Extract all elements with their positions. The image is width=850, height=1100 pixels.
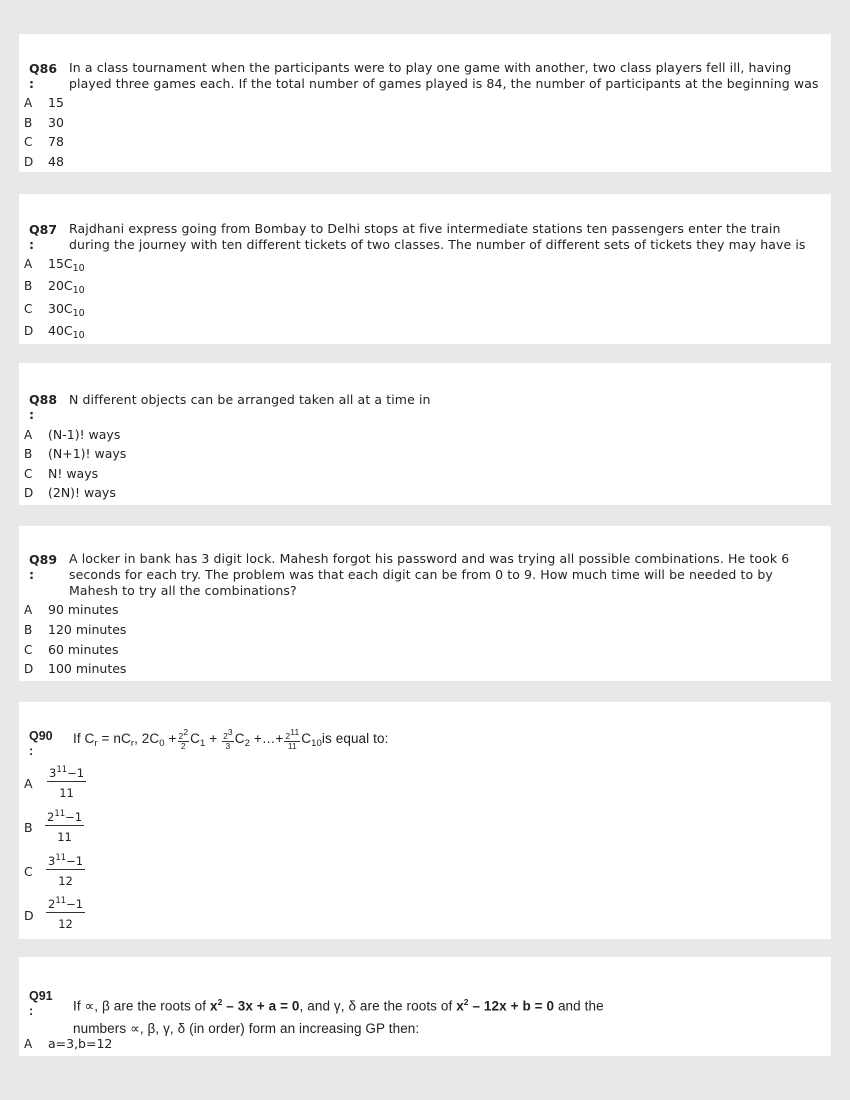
option-a[interactable]: A (N-1)! ways xyxy=(24,427,121,442)
question-card-q87 xyxy=(19,194,831,344)
fraction: $\frac{2^2}{2}$ xyxy=(178,727,189,751)
question-number: Q90 : xyxy=(29,729,53,758)
option-a[interactable]: A $15C_{10}$ xyxy=(24,256,85,274)
question-number: Q88 : xyxy=(29,392,58,422)
option-b[interactable]: B 30 xyxy=(24,115,64,130)
option-c[interactable]: C N! ways xyxy=(24,466,99,481)
question-card-q90 xyxy=(19,702,831,939)
option-a-fraction[interactable]: $\frac{3^{11}-1}{11}$ xyxy=(49,765,85,800)
option-c-label[interactable]: C xyxy=(24,864,33,879)
option-d[interactable]: D (2N)! ways xyxy=(24,485,116,500)
option-b[interactable]: B 120 minutes xyxy=(24,622,127,637)
option-b-fraction[interactable]: $\frac{2^{11}-1}{11}$ xyxy=(47,809,83,844)
question-card-q91 xyxy=(19,957,831,1056)
option-b[interactable]: B (N+1)! ways xyxy=(24,446,127,461)
option-d-label[interactable]: D xyxy=(24,908,34,923)
fraction: $\frac{2^{11}}{11}$ xyxy=(285,727,300,751)
option-c[interactable]: C 78 xyxy=(24,134,64,149)
option-d[interactable]: D $40C_{10}$ xyxy=(24,323,85,341)
question-text: Rajdhani express going from Bombay to Delhi stops at five intermediate stations ten passengers enter the train during the journey with ten different tickets of two classes. The number of different sets of tickets they may have is xyxy=(69,221,806,252)
option-a[interactable]: A 15 xyxy=(24,95,64,110)
question-line-2: numbers ∝, β, γ, δ (in order) form an increasing GP then: xyxy=(73,1020,420,1036)
fraction: $\frac{2^3}{3}$ xyxy=(223,727,233,751)
question-number: Q91 : xyxy=(29,989,53,1018)
question-text: N different objects can be arranged taken all at a time in xyxy=(69,392,431,407)
question-card-q89 xyxy=(19,526,831,681)
option-c[interactable]: C 60 minutes xyxy=(24,642,119,657)
question-text: In a class tournament when the participants were to play one game with another, two class players fell ill, having played three games each. If the total number of games played is 84, the number of participants at the beginning was xyxy=(69,60,819,91)
question-line-1: If ∝, β are the roots of $x^2 - 3x + a = 0$, and γ, δ are the roots of $x^2 - 12x + b = 0$ and the xyxy=(73,997,604,1014)
option-d[interactable]: D 48 xyxy=(24,154,64,169)
question-card-q86 xyxy=(19,34,831,172)
question-number: Q89 : xyxy=(29,552,58,582)
question-card-q88 xyxy=(19,363,831,505)
option-b[interactable]: B $20C_{10}$ xyxy=(24,278,85,296)
option-d-fraction[interactable]: $\frac{2^{11}-1}{12}$ xyxy=(48,896,84,931)
question-number: Q86 : xyxy=(29,61,58,91)
question-text: A locker in bank has 3 digit lock. Mahesh forgot his password and was trying all possible combinations. He took 6 seconds for each try. The problem was that each digit can be from 0 to 9. How much time will be needed to by Mahesh to try all the combinations? xyxy=(69,551,790,598)
option-a[interactable]: A 90 minutes xyxy=(24,602,119,617)
question-number: Q87 : xyxy=(29,222,58,252)
question-text: If $C_r = nC_r$, $2C_0$ + $\frac{2^2}{2}$ $C_1$ + $\frac{2^3}{3}$ $C_2$ +…+ $\frac{2^{11}}{11}$ $C_{10}is$ equal to: xyxy=(73,727,389,751)
question-text xyxy=(73,991,821,1040)
option-d[interactable]: D 100 minutes xyxy=(24,661,127,676)
option-a[interactable]: A a=3,b=12 xyxy=(24,1036,113,1051)
option-a-label[interactable]: A xyxy=(24,776,33,791)
option-c[interactable]: C $30C_{10}$ xyxy=(24,301,85,319)
option-c-fraction[interactable]: $\frac{3^{11}-1}{12}$ xyxy=(48,853,84,888)
option-b-label[interactable]: B xyxy=(24,820,33,835)
